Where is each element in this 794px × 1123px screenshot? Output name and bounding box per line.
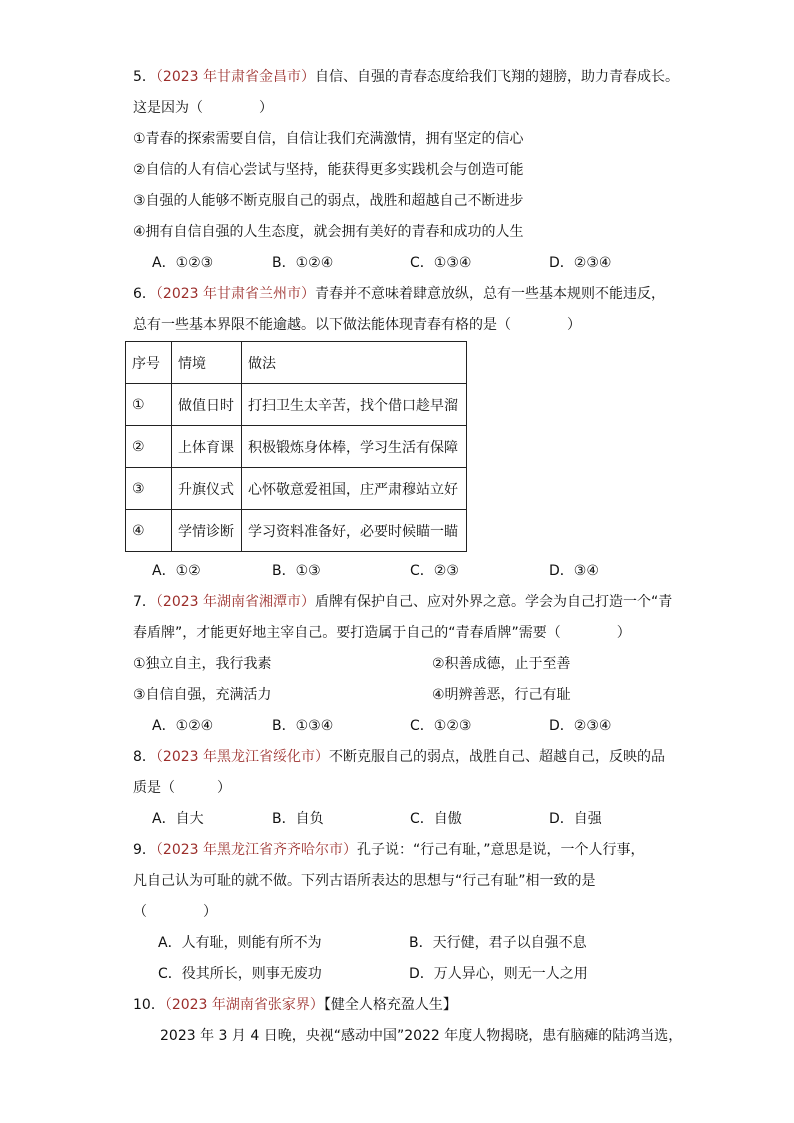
question-6-stem-cont: 总有一些基本界限不能逾越。以下做法能体现青春有格的是（ ） bbox=[133, 317, 581, 333]
question-source: （2023 年湖南省张家界） bbox=[164, 997, 324, 1013]
question-source: （2023 年黑龙江省绥化市） bbox=[155, 749, 330, 765]
question-9-answer-blank: （ ） bbox=[133, 904, 217, 920]
q8-option-d: D．自强 bbox=[549, 811, 602, 827]
table-row bbox=[126, 384, 467, 426]
q7-item-4: ④明辨善恶，行己有耻 bbox=[432, 687, 571, 703]
table-cell: 学情诊断 bbox=[172, 510, 242, 552]
table-cell: ③ bbox=[126, 468, 172, 510]
table-cell: 做值日时 bbox=[172, 384, 242, 426]
question-source: （2023 年甘肃省金昌市） bbox=[155, 69, 316, 85]
q6-option-c: C．②③ bbox=[410, 563, 459, 579]
question-9-stem-cont: 凡自己认为可耻的就不做。下列古语所表达的思想与“行己有耻”相一致的是 bbox=[133, 873, 596, 889]
q6-option-b: B．①③ bbox=[272, 563, 321, 579]
question-number: 8． bbox=[133, 749, 156, 765]
table-header-row bbox=[126, 342, 467, 384]
q7-option-b: B．①③④ bbox=[272, 718, 334, 734]
q9-option-c: C．役其所长，则事无废功 bbox=[158, 966, 322, 982]
q5-option-a: A．①②③ bbox=[152, 255, 214, 271]
question-7-stem-cont: 春盾牌”，才能更好地主宰自己。要打造属于自己的“青春盾牌”需要（ ） bbox=[133, 625, 631, 641]
question-number: 5． bbox=[133, 69, 156, 85]
question-source: （2023 年湖南省湘潭市） bbox=[155, 594, 316, 610]
question-5-stem-cont: 这是因为（ ） bbox=[133, 100, 273, 116]
question-number: 7． bbox=[133, 594, 156, 610]
scenario-table bbox=[125, 341, 467, 552]
q5-item-3: ③自强的人能够不断克服自己的弱点，战胜和超越自己不断进步 bbox=[133, 193, 524, 209]
table-cell: 心怀敬意爱祖国，庄严肃穆站立好 bbox=[242, 468, 467, 510]
q8-option-b: B．自负 bbox=[272, 811, 324, 827]
question-number: 9． bbox=[133, 842, 156, 858]
question-source: （2023 年黑龙江省齐齐哈尔市） bbox=[155, 842, 358, 858]
question-8-stem bbox=[133, 747, 665, 767]
question-text: 盾牌有保护自己、应对外界之意。学会为自己打造一个“青 bbox=[315, 594, 673, 610]
q5-option-b: B．①②④ bbox=[272, 255, 334, 271]
q7-option-a: A．①②④ bbox=[152, 718, 214, 734]
q9-option-d: D．万人异心，则无一人之用 bbox=[409, 966, 588, 982]
question-number: 6． bbox=[133, 286, 156, 302]
question-10-passage: 2023 年 3 月 4 日晚，央视“感动中国”2022 年度人物揭晓，患有脑瘫的陆鸿当选， bbox=[160, 1028, 683, 1044]
question-number: 10． bbox=[133, 997, 165, 1013]
q7-item-1: ①独立自主，我行我素 bbox=[133, 656, 272, 672]
table-header-cell: 做法 bbox=[242, 342, 467, 384]
q5-option-d: D．②③④ bbox=[549, 255, 612, 271]
question-10-stem bbox=[133, 995, 457, 1015]
q8-option-a: A．自大 bbox=[152, 811, 204, 827]
table-cell: 升旗仪式 bbox=[172, 468, 242, 510]
question-8-stem-cont: 质是（ ） bbox=[133, 780, 231, 796]
question-9-stem bbox=[133, 840, 645, 860]
section-heading: 【健全人格充盈人生】 bbox=[323, 997, 457, 1013]
question-text: 不断克服自己的弱点，战胜自己、超越自己，反映的品 bbox=[329, 749, 666, 765]
question-5-stem bbox=[133, 67, 679, 87]
q5-item-4: ④拥有自信自强的人生态度，就会拥有美好的青春和成功的人生 bbox=[133, 224, 524, 240]
table-row bbox=[126, 510, 467, 552]
q7-option-d: D．②③④ bbox=[549, 718, 612, 734]
q7-item-2: ②积善成德，止于至善 bbox=[432, 656, 571, 672]
q8-option-c: C．自傲 bbox=[410, 811, 462, 827]
q9-option-a: A．人有耻，则能有所不为 bbox=[158, 935, 322, 951]
q5-option-c: C．①③④ bbox=[410, 255, 472, 271]
table-cell: 打扫卫生太辛苦，找个借口趁早溜 bbox=[242, 384, 467, 426]
q7-option-c: C．①②③ bbox=[410, 718, 472, 734]
table-header-cell: 情境 bbox=[172, 342, 242, 384]
table-row bbox=[126, 426, 467, 468]
table-cell: 积极锻炼身体棒，学习生活有保障 bbox=[242, 426, 467, 468]
table-cell: ② bbox=[126, 426, 172, 468]
table-cell: ④ bbox=[126, 510, 172, 552]
table-cell: 上体育课 bbox=[172, 426, 242, 468]
q6-option-d: D．③④ bbox=[549, 563, 599, 579]
table-cell: 学习资料准备好，必要时候瞄一瞄 bbox=[242, 510, 467, 552]
question-7-stem bbox=[133, 592, 672, 612]
table-row bbox=[126, 468, 467, 510]
q5-item-2: ②自信的人有信心尝试与坚持，能获得更多实践机会与创造可能 bbox=[133, 162, 524, 178]
question-text: 青春并不意味着肆意放纵，总有一些基本规则不能违反， bbox=[315, 286, 666, 302]
q6-option-a: A．①② bbox=[152, 563, 201, 579]
question-text: 自信、自强的青春态度给我们飞翔的翅膀，助力青春成长。 bbox=[315, 69, 680, 85]
q7-item-3: ③自信自强，充满活力 bbox=[133, 687, 272, 703]
question-6-stem bbox=[133, 284, 665, 304]
q9-option-b: B．天行健，君子以自强不息 bbox=[409, 935, 587, 951]
question-source: （2023 年甘肃省兰州市） bbox=[155, 286, 316, 302]
table-cell: ① bbox=[126, 384, 172, 426]
table-header-cell: 序号 bbox=[126, 342, 172, 384]
q5-item-1: ①青春的探索需要自信，自信让我们充满激情，拥有坚定的信心 bbox=[133, 131, 524, 147]
question-text: 孔子说：“行己有耻，”意思是说，一个人行事， bbox=[357, 842, 645, 858]
